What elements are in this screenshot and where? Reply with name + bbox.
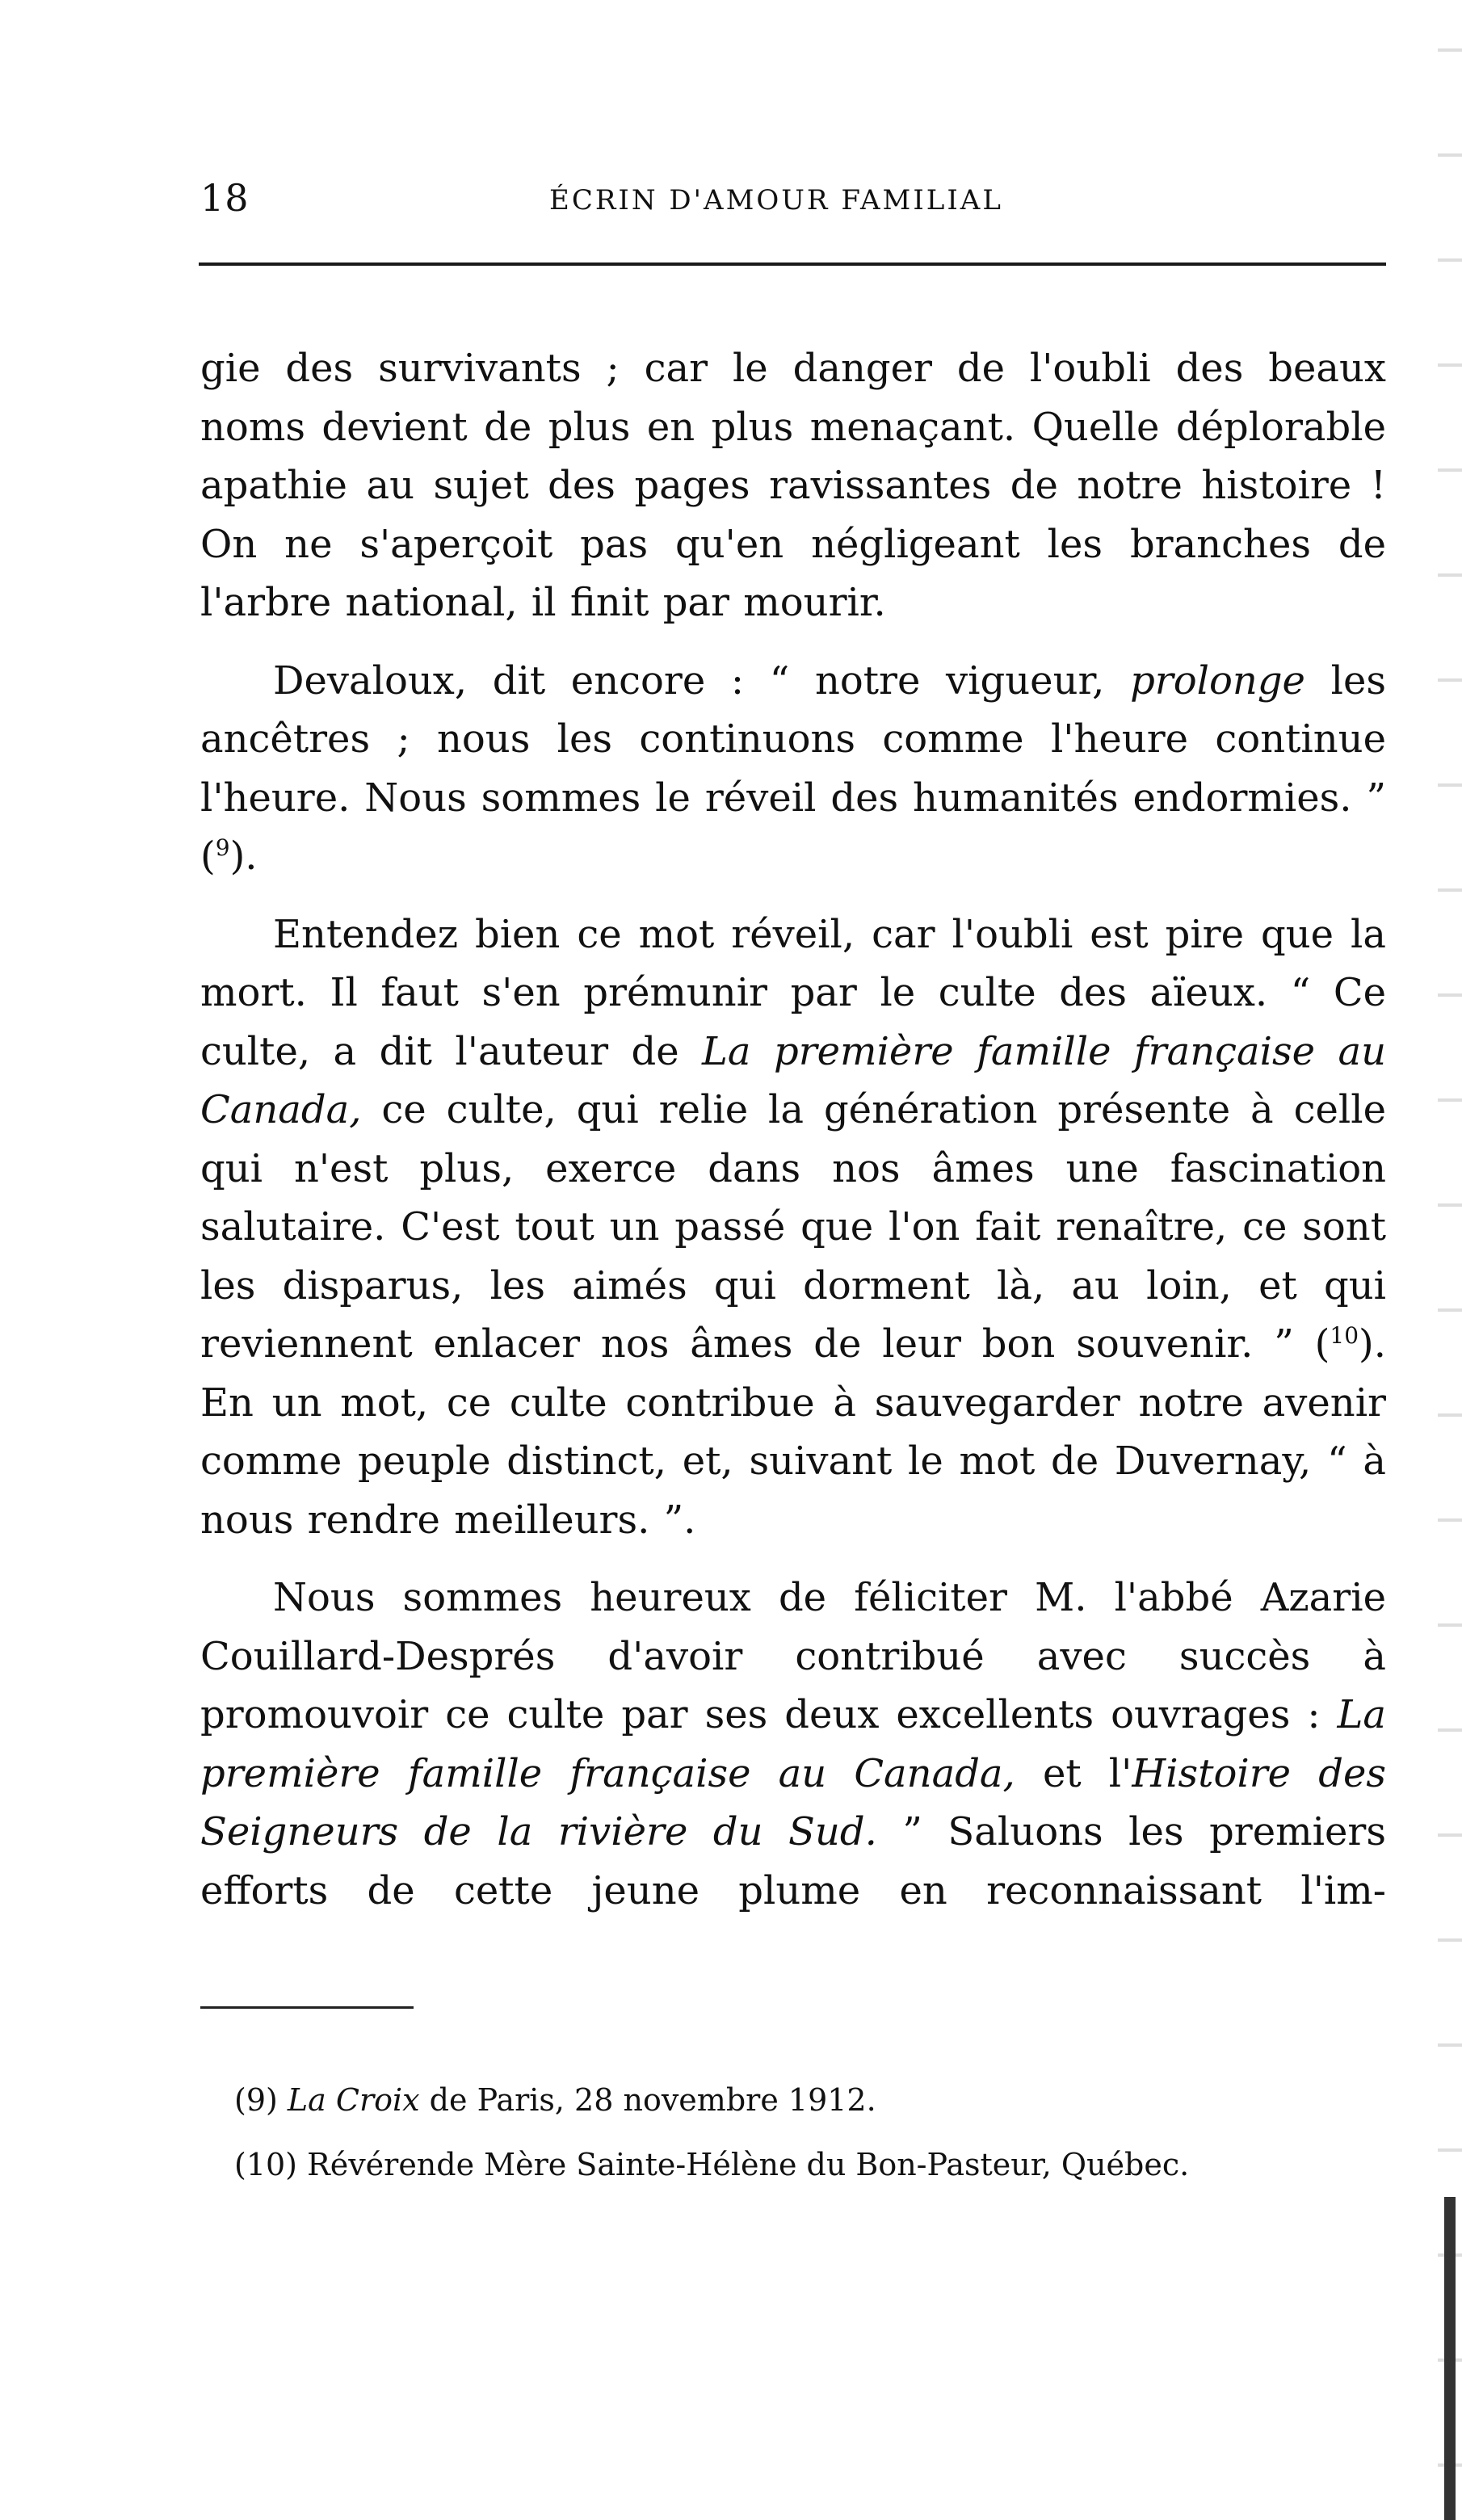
footnotes [234,2068,1349,2197]
paragraph-2-text: Devaloux, dit encore : “ notre vigueur, [273,657,1131,704]
paragraph-3 [200,905,1386,1550]
footnote-9-mark: (9) [234,2082,278,2118]
footnote-ref-10: 10 [1330,1322,1359,1349]
paragraph-2-italic: prolonge [1130,657,1305,704]
paragraph-2-text-2: les ancêtres ; nous les continuons comme l'heure continue l'heure. Nous sommes le réveil des humanités endormies. ” ( [200,657,1387,879]
paragraph-4 [200,1569,1386,1920]
paragraph-2 [200,652,1386,886]
footnote-10 [234,2132,1349,2197]
paragraph-4-text: Nous sommes heureux de féliciter M. l'abbé Azarie Couillard-Després d'avoir contribué avec succès à promouvoir ce culte par ses deux excellents ouvrages : [200,1575,1386,1737]
footnote-ref-9: 9 [215,834,230,861]
paragraph-2-end: ). [229,834,258,879]
body-text [200,339,1386,1939]
running-title: ÉCRIN D'AMOUR FAMILIAL [549,184,1003,216]
paragraph-4-book-title-2: Histoire des Seigneurs de la rivière du Sud. [200,1750,1386,1854]
footnote-9-text: de Paris, 28 novembre 1912. [419,2082,876,2118]
paragraph-3-text: Entendez bien ce mot réveil, car l'oubli est pire que la mort. Il faut s'en prémunir par le culte des aïeux. “ Ce culte, a dit l'auteur de [200,911,1386,1074]
scan-margin-specks [1438,0,1462,2520]
paragraph-3-book-title: La première famille française au Canada, [200,1028,1387,1132]
scan-binding-edge [1444,2197,1456,2520]
paragraph-4-text-2: et l' [1015,1750,1132,1796]
footnote-10-text: Révérende Mère Sainte-Hélène du Bon-Pasteur, Québec. [297,2147,1190,2182]
paragraph-4-book-title-1: La première famille française au Canada, [200,1692,1386,1796]
footnote-9-italic: La Croix [287,2082,420,2118]
paragraph-1: gie des survivants ; car le danger de l'oubli des beaux noms devient de plus en plus menaçant. Quelle déplorable apathie au sujet des pages ravissantes de notre histoire ! On ne s'aperçoit pas qu'en négligeant les branches de l'arbre national, il finit par mourir. [200,346,1386,625]
paragraph-3-text-2: ce culte, qui relie la génération présente à celle qui n'est plus, exerce dans nos âmes une fascination salutaire. C'est tout un passé que l'on fait renaître, ce sont les disparus, les aimés qui dorment là, au loin, et qui reviennent enlacer nos âmes de leur bon souvenir. ” ( [200,1087,1386,1367]
footnote-rule [200,2006,414,2009]
header-rule [199,262,1386,266]
paragraph-3-text-3: ). En un mot, ce culte contribue à sauvegarder notre avenir comme peuple distinct, et, suivant le mot de Duvernay, “ à nous rendre meilleurs. ”. [200,1321,1386,1543]
paragraph-4-text-3: ” Saluons les premiers efforts de cette jeune plume en reconnaissant l'im- [200,1809,1387,1913]
footnote-9 [234,2068,1349,2132]
page-number: 18 [200,176,250,220]
footnote-10-mark: (10) [234,2147,298,2182]
